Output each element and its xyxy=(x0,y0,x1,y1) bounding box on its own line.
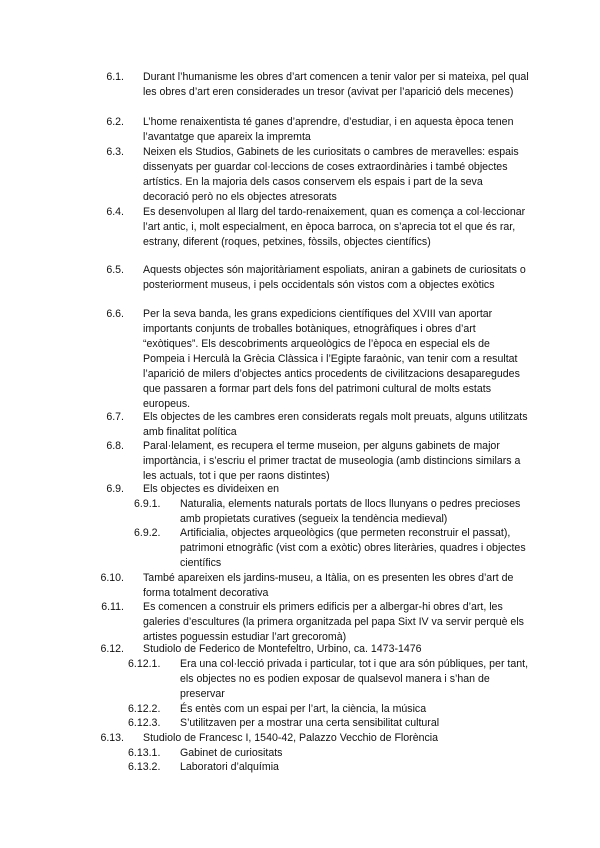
item-number: 6.13.2. xyxy=(128,761,161,773)
item-number: 6.1. xyxy=(106,71,124,83)
item-text: Laboratori d’alquímia xyxy=(180,761,279,773)
item-number: 6.8. xyxy=(106,440,124,452)
item-number: 6.5. xyxy=(106,264,124,276)
item-number: 6.9.2. xyxy=(134,527,161,539)
item-number: 6.2. xyxy=(106,116,124,128)
item-number: 6.6. xyxy=(106,308,124,320)
list-item xyxy=(0,642,530,657)
list-subitem xyxy=(0,702,530,717)
item-text: Studiolo de Francesc I, 1540-42, Palazzo Vecchio de Florència xyxy=(143,732,439,744)
item-text: És entès com un espai per l’art, la ciència, la música xyxy=(180,703,427,715)
list-subitem xyxy=(0,497,530,527)
item-number: 6.11. xyxy=(101,601,124,613)
item-number: 6.12. xyxy=(100,643,124,655)
item-text: Aquests objectes són majoritàriament espoliats, aniran a gabinets de curiositats o posteriorment museus, i pels occidentals són vistos com a objectes exòtics xyxy=(143,264,526,291)
item-number: 6.12.1. xyxy=(128,658,161,670)
item-text: Es comencen a construir els primers edificis per a albergar-hi obres d’art, les galeries d’escultures (la primera organitzada pel papa Sixt IV va servir perquè els artistes poguessin estudiar l’art grecoromà) xyxy=(143,601,524,643)
item-text: Paral·lelament, es recupera el terme museion, per alguns gabinets de major importància, i s’escriu el primer tractat de museologia (amb distincions similars a les actuals, tot i que per raons distintes) xyxy=(143,440,521,482)
list-subitem xyxy=(0,526,530,571)
item-text: Els objectes de les cambres eren considerats regals molt preuats, alguns utilitzats amb finalitat política xyxy=(143,411,528,438)
item-number: 6.9. xyxy=(106,483,124,495)
item-number: 6.12.2. xyxy=(128,703,161,715)
list-item xyxy=(0,731,530,746)
item-number: 6.9.1. xyxy=(134,498,161,510)
item-text: L’home renaixentista té ganes d’aprendre, d’estudiar, i en aquesta època tenen l’avantatge que apareix la impremta xyxy=(143,116,514,143)
item-text: Durant l’humanisme les obres d’art comencen a tenir valor per si mateixa, pel qual les obres d’art eren considerades un tresor (avivat per l’aparició dels mecenes) xyxy=(143,71,529,98)
item-text: Gabinet de curiositats xyxy=(180,747,283,759)
item-text: Els objectes es divideixen en xyxy=(143,483,280,495)
list-item xyxy=(0,145,530,205)
list-item xyxy=(0,263,530,293)
item-text: Per la seva banda, les grans expedicions científiques del XVIII van aportar importants conjunts de troballes botàniques, etnogràfiques i obres d’art “exòtiques”. Els descobriments arqueològics de l’època en especial els de Pompeia i Herculà la Grècia Clàssica i l’Egipte faraònic, van tenir com a resultat l’aparició de milers d’objectes antics procedents de civilitzacions desaparegudes que passaren a formar part dels fons del patrimoni cultural de molts estats europeus. xyxy=(143,308,520,410)
item-text: Naturalia, elements naturals portats de llocs llunyans o pedres precioses amb propietats curatives (segueix la tendència medieval) xyxy=(180,498,521,525)
item-number: 6.3. xyxy=(106,146,124,158)
item-number: 6.12.3. xyxy=(128,717,161,729)
list-subitem xyxy=(0,657,530,702)
item-text: Neixen els Studios, Gabinets de les curiositats o cambres de meravelles: espais dissenyats per guardar col·leccions de coses extraordinàries i també objectes artístics. En la majoria dels casos conservem els espais i part de la seva decoració però no els objectes atresorats xyxy=(143,146,519,203)
list-item xyxy=(0,439,530,484)
item-text: Studiolo de Federico de Montefeltro, Urbino, ca. 1473-1476 xyxy=(143,643,422,655)
item-number: 6.10. xyxy=(100,572,124,584)
item-number: 6.4. xyxy=(106,206,124,218)
list-subitem xyxy=(0,716,530,731)
item-number: 6.13.1. xyxy=(128,747,161,759)
item-text: Artificialia, objectes arqueològics (que permeten reconstruir el passat), patrimoni etnogràfic (vist com a exòtic) obres literàries, quadres i objectes científics xyxy=(180,527,526,569)
list-item xyxy=(0,70,530,100)
list-subitem xyxy=(0,746,530,761)
list-item xyxy=(0,571,530,601)
list-subitem xyxy=(0,760,530,775)
item-text: S’utilitzaven per a mostrar una certa sensibilitat cultural xyxy=(180,717,440,729)
list-item xyxy=(0,205,530,250)
item-number: 6.7. xyxy=(106,411,124,423)
list-item xyxy=(0,600,530,645)
item-text: També apareixen els jardins-museu, a Itàlia, on es presenten les obres d’art de forma totalment decorativa xyxy=(143,572,514,599)
list-item xyxy=(0,115,530,145)
item-text: Es desenvolupen al llarg del tardo-renaixement, quan es comença a col·leccionar l’art antic, i, molt especialment, en època barroca, on s’aprecia tot el que és rar, estrany, diferent (roques, petxines, fòssils, objectes científics) xyxy=(143,206,526,248)
list-item xyxy=(0,307,530,412)
list-item xyxy=(0,482,530,497)
list-item xyxy=(0,410,530,440)
item-text: Era una col·lecció privada i particular, tot i que ara són públiques, per tant, els objectes no es podien exposar de qualsevol manera i s’han de preservar xyxy=(180,658,529,700)
item-number: 6.13. xyxy=(100,732,124,744)
